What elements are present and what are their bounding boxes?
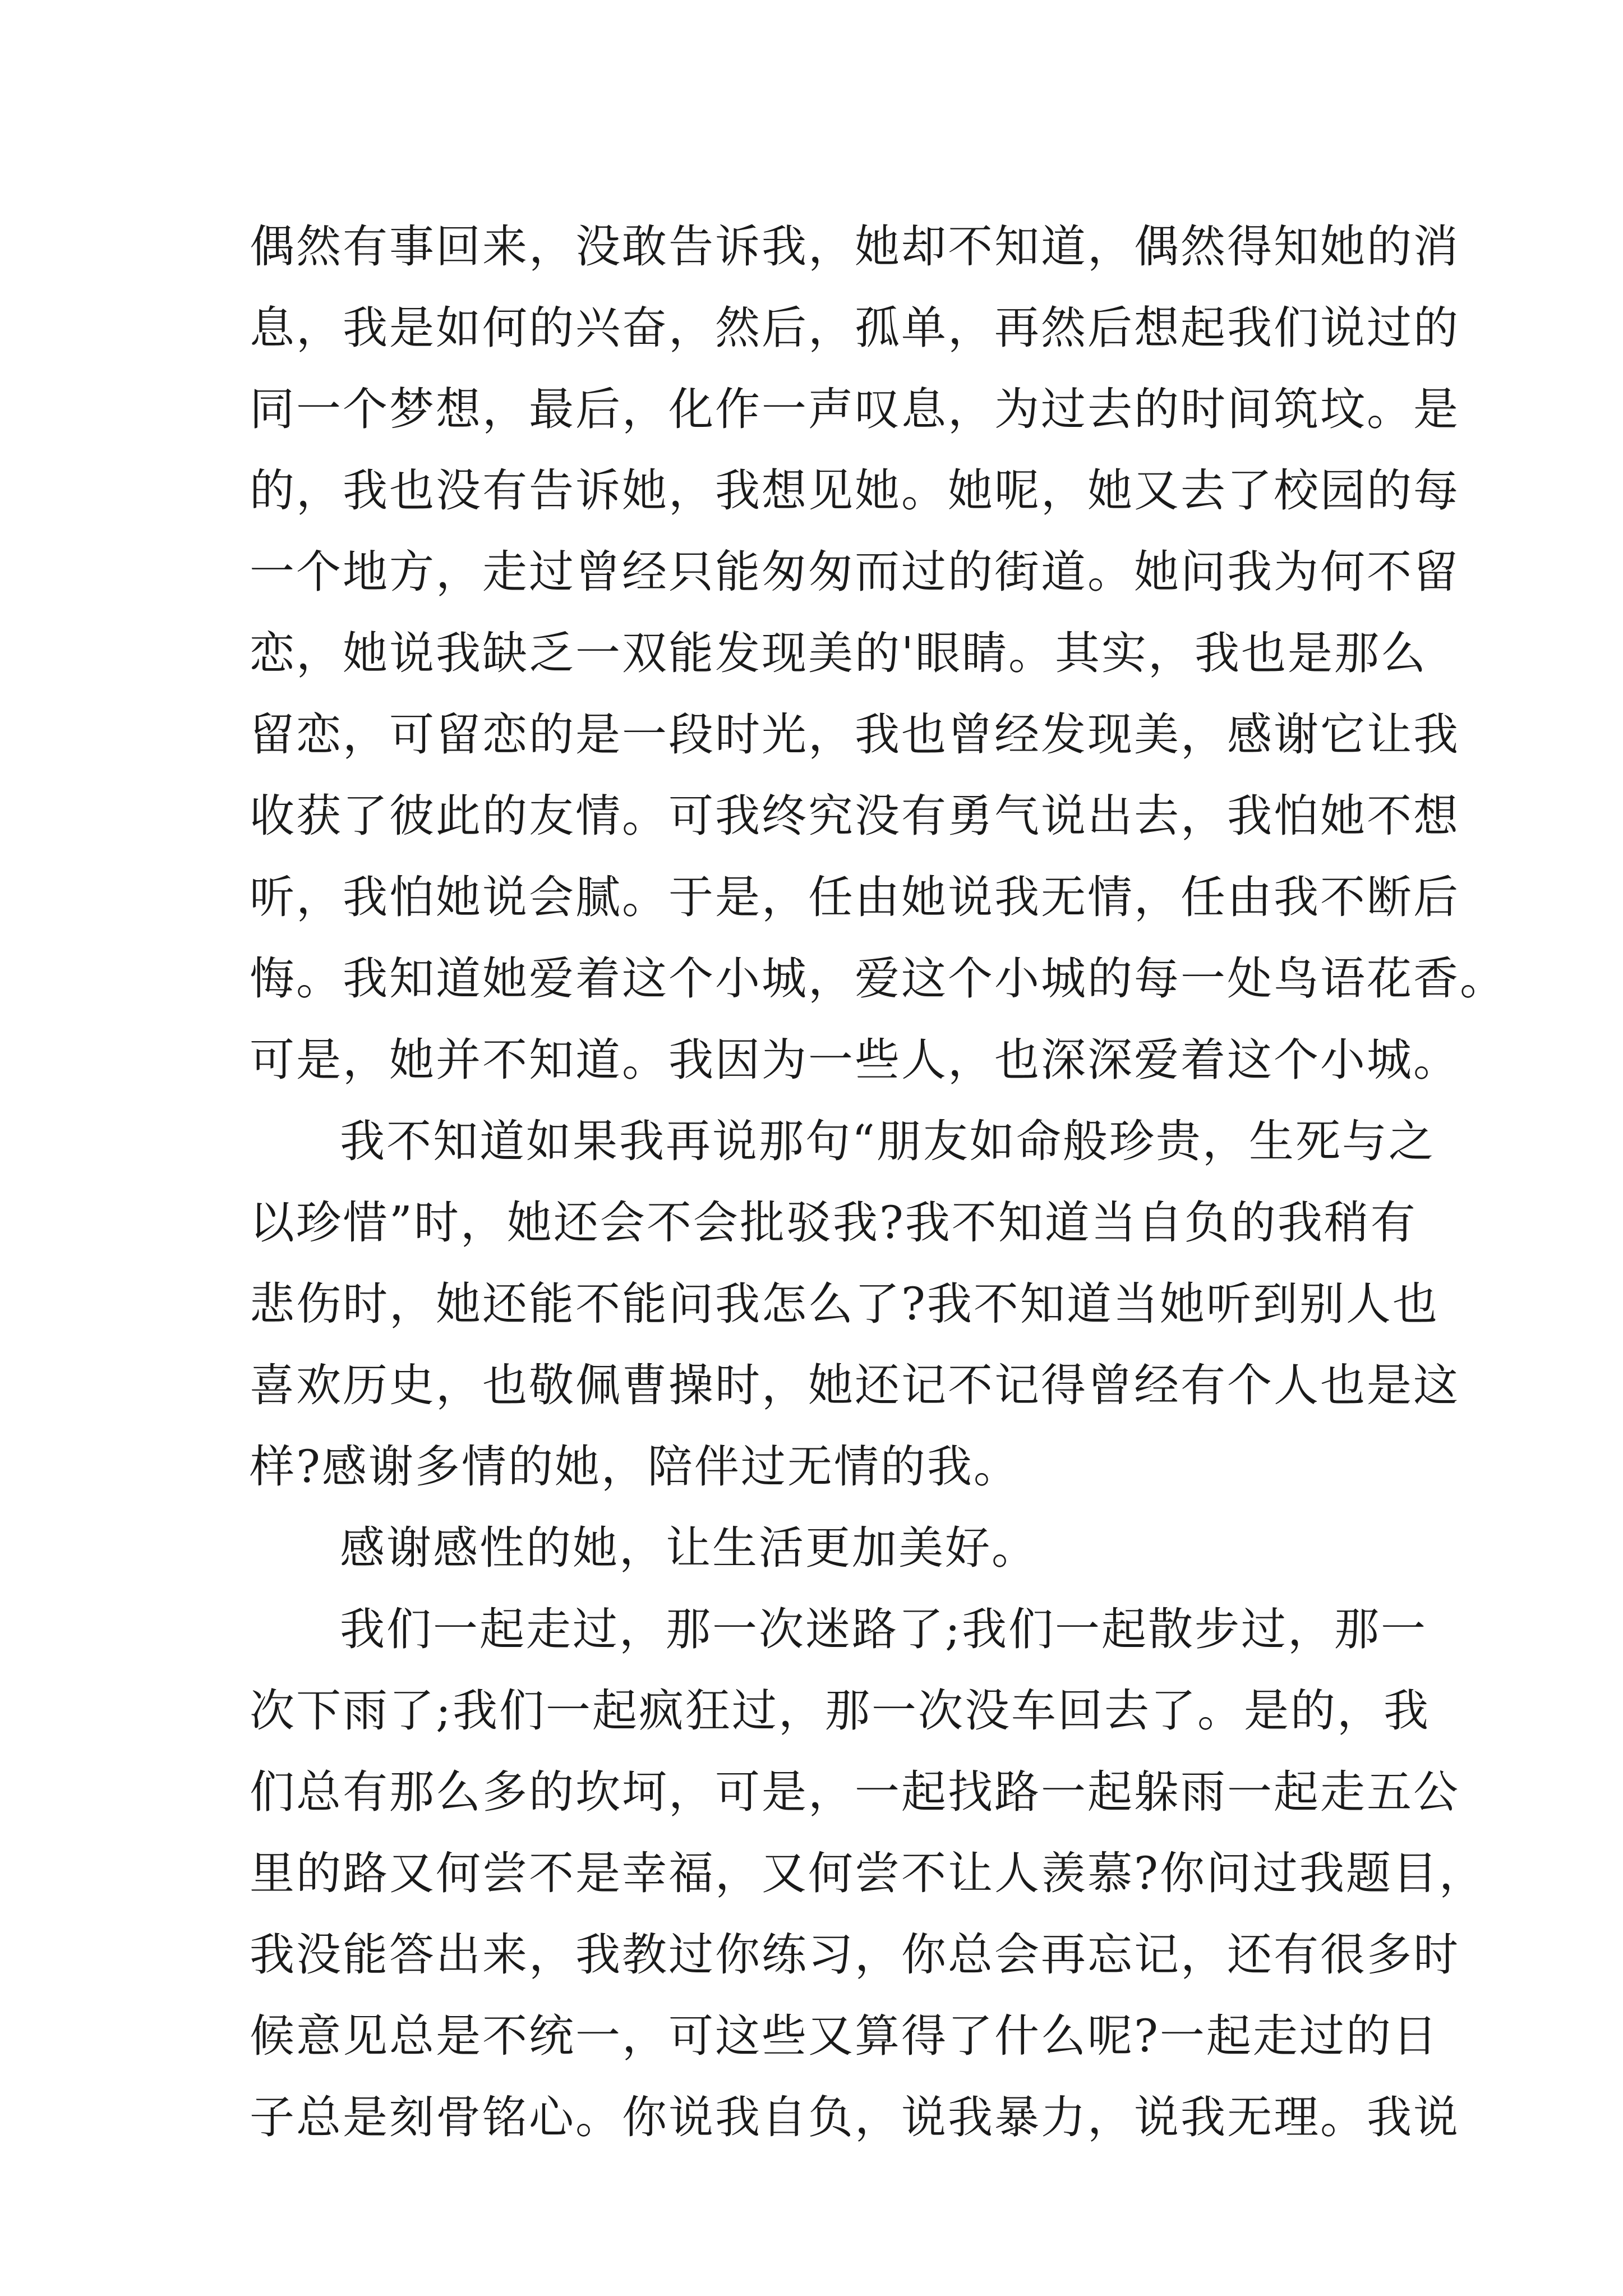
- text-line: 们总有那么多的坎坷，可是，一起找路一起躲雨一起走五公: [250, 1766, 1460, 1818]
- paragraph-start-line: 感谢感性的她，让生活更加美好。: [340, 1522, 1038, 1574]
- body-text: [250, 206, 1506, 2158]
- text-line: 样?感谢多情的她，陪伴过无情的我。: [250, 1441, 1020, 1493]
- text-line: 偶然有事回来，没敢告诉我，她却不知道，偶然得知她的消: [250, 220, 1460, 273]
- text-line: 同一个梦想，最后，化作一声叹息，为过去的时间筑坟。是: [250, 383, 1460, 435]
- paragraph-start-line: 我们一起走过，那一次迷路了;我们一起散步过，那一: [340, 1603, 1427, 1655]
- text-line: 收获了彼此的友情。可我终究没有勇气说出去，我怕她不想: [250, 790, 1460, 842]
- paragraph-start-line: 我不知道如果我再说那句“朋友如命般珍贵，生死与之: [340, 1115, 1435, 1167]
- text-line: 喜欢历史，也敬佩曹操时，她还记不记得曾经有个人也是这: [250, 1359, 1460, 1411]
- text-line: 以珍惜”时，她还会不会批驳我?我不知道当自负的我稍有: [250, 1197, 1417, 1249]
- text-line: 一个地方，走过曾经只能匆匆而过的街道。她问我为何不留: [250, 546, 1460, 598]
- text-line: 悲伤时，她还能不能问我怎么了?我不知道当她听到别人也: [250, 1278, 1439, 1330]
- text-line: 息，我是如何的兴奋，然后，孤单，再然后想起我们说过的: [250, 302, 1460, 354]
- text-line: 听，我怕她说会腻。于是，任由她说我无情，任由我不断后: [250, 871, 1460, 923]
- text-line: 可是，她并不知道。我因为一些人，也深深爱着这个小城。: [250, 1034, 1460, 1086]
- text-line: 的，我也没有告诉她，我想见她。她呢，她又去了校园的每: [250, 464, 1460, 517]
- text-line: 次下雨了;我们一起疯狂过，那一次没车回去了。是的，我: [250, 1685, 1430, 1737]
- text-line: 候意见总是不统一，可这些又算得了什么呢?一起走过的日: [250, 2010, 1439, 2062]
- text-line: 我没能答出来，我教过你练习，你总会再忘记，还有很多时: [250, 1929, 1460, 1981]
- text-line: 子总是刻骨铭心。你说我自负，说我暴力，说我无理。我说: [250, 2091, 1460, 2143]
- text-line: 留恋，可留恋的是一段时光，我也曾经发现美，感谢它让我: [250, 708, 1460, 761]
- text-line: 恋，她说我缺乏一双能发现美的'眼睛。其实，我也是那么: [250, 627, 1427, 679]
- text-line: 悔。我知道她爱着这个小城，爱这个小城的每一处鸟语花香。: [250, 953, 1506, 1005]
- text-line: 里的路又何尝不是幸福，又何尝不让人羡慕?你问过我题目，: [250, 1847, 1486, 1899]
